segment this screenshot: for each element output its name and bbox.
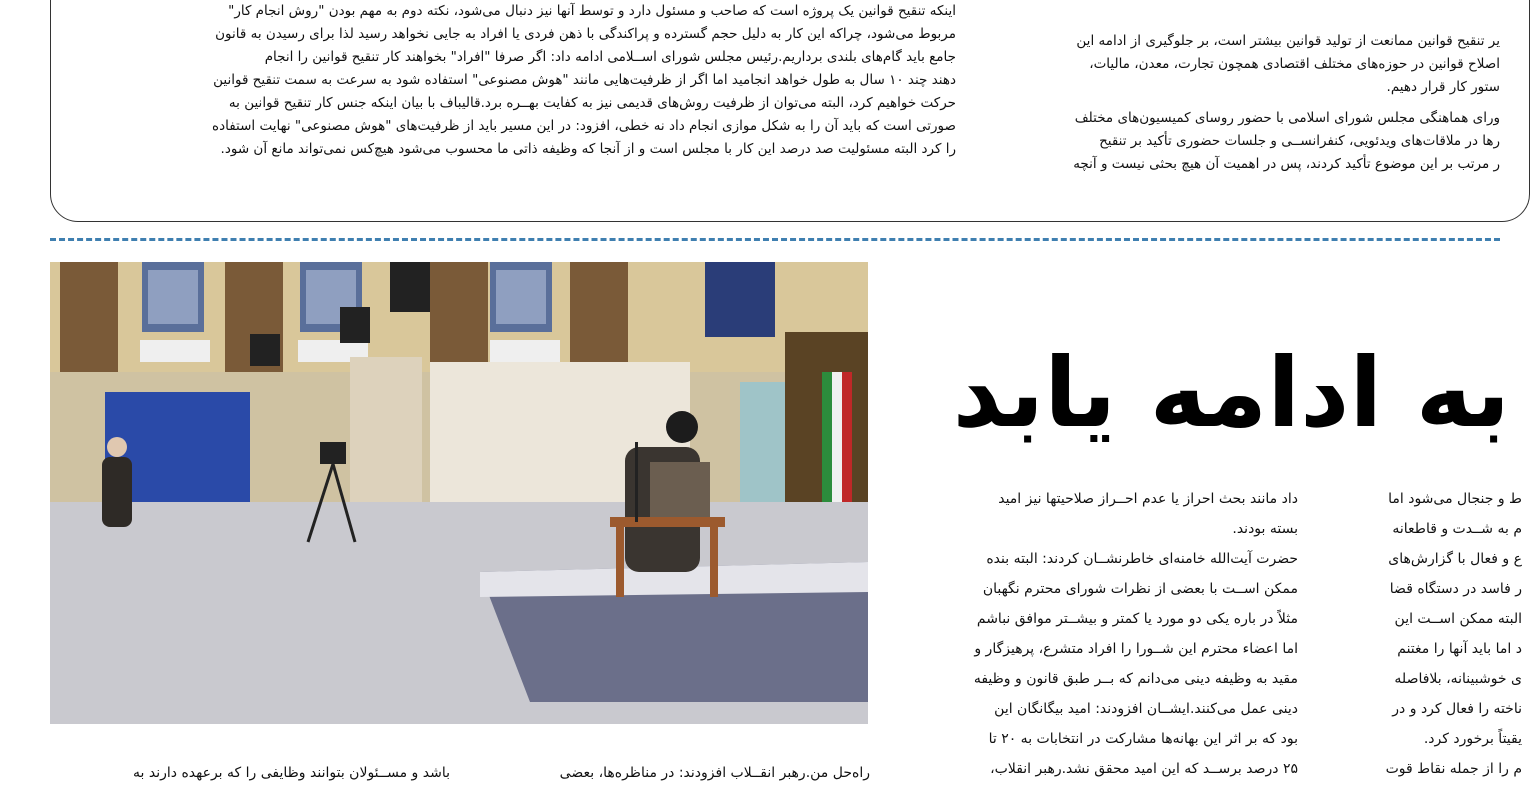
body-column-middle (906, 484, 1298, 784)
text-line: رها در ملاقات‌های ویدئویی، کنفرانســی و جلسات حضوری تأکید بر تنقیح (1099, 133, 1500, 149)
text-line: ر فاسد در دستگاه قضا (1389, 581, 1522, 597)
text-line: باشد و مســئولان بتوانند وظایفی را که برعهده دارند به (133, 765, 450, 781)
text-line: مقید به وظیفه دینی می‌دانم که بــر طبق قانون و وظیفه (973, 671, 1298, 687)
text-line: ورای هماهنگی مجلس شورای اسلامی با حضور روسای کمیسیون‌های مختلف (1074, 110, 1500, 126)
text-line: را کرد البته مسئولیت صد درصد این کار با مجلس است و از آنجا که وظیفه ذاتی ما محسوب می‌شود هیچ‌کس نمی‌تواند مانع آن شود. (220, 141, 956, 157)
text-line: دینی عمل می‌کنند.ایشــان افزودند: امید بیگانگان این (994, 701, 1298, 717)
news-photo (50, 262, 868, 724)
text-line: ممکن اســت با بعضی از نظرات شورای محترم نگهبان (982, 581, 1298, 597)
text-line: یقیتاً برخورد کرد. (1423, 731, 1522, 747)
text-line: ط و جنجال می‌شود اما (1388, 491, 1522, 507)
text-line: ستور کار قرار دهیم. (1386, 79, 1500, 95)
text-line: بسته بودند. (1232, 521, 1298, 537)
text-line: ۲۵ درصد برســد که این امید محقق نشد.رهبر انقلاب، (990, 761, 1298, 777)
body-column-bottom-left (50, 758, 450, 788)
text-line: ر مرتب بر این موضوع تأکید کردند، پس در اهمیت آن هیچ بحثی نیست و آنچه (1073, 156, 1500, 172)
text-line: د اما باید آنها را مغتنم (1397, 641, 1522, 657)
text-line: مثلاً در باره یکی دو مورد یا کمتر و بیشــتر موافق نباشم (976, 611, 1298, 627)
text-line: راه‌حل من.رهبر انقــلاب افزودند: در مناظره‌ها، بعضی (559, 765, 870, 781)
headline: به ادامه یابد (952, 337, 1510, 449)
text-line: م به شــدت و قاطعانه (1392, 521, 1522, 537)
text-line: اینکه تنقیح قوانین یک پروژه است که صاحب و مسئول دارد و توسط آنها نیز دنبال می‌شود، نکته دوم به مهم بودن "روش انجام کار" (228, 3, 956, 19)
text-line: حرکت خواهیم کرد، البته می‌توان از ظرفیت روش‌های قدیمی نیز به کفایت بهــره برد.قالیباف با بیان اینکه جنس کار تنقیح قوانین به (228, 95, 956, 111)
text-line: حضرت آیت‌الله خامنه‌ای خاطرنشــان کردند: البته بنده (986, 551, 1298, 567)
text-line: م را از جمله نقاط قوت (1385, 761, 1522, 777)
text-line: دهند چند ۱۰ سال به طول خواهد انجامید اما اگر از ظرفیت‌هایی مانند "هوش مصنوعی" استفاده شود به سرعت به سمت تنقیح قوانین (213, 72, 956, 88)
text-line: اصلاح قوانین در حوزه‌های مختلف اقتصادی همچون تجارت، معدن، مالیات، (1089, 56, 1500, 72)
top-article-right-column (982, 30, 1500, 176)
text-line: ع و فعال با گزارش‌های (1388, 551, 1522, 567)
text-line: داد مانند بحث احراز یا عدم احــراز صلاحیتها نیز امید (998, 491, 1298, 507)
text-line: یر تنقیح قوانین ممانعت از تولید قوانین بیشتر است، بر جلوگیری از ادامه این (1076, 33, 1500, 49)
text-line: بود که بر اثر این بهانه‌ها مشارکت در انتخابات به ۲۰ تا (988, 731, 1298, 747)
body-column-right (1332, 484, 1522, 784)
meeting-hall-photo (50, 262, 868, 724)
section-separator (50, 238, 1500, 241)
text-line: اما اعضاء محترم این شــورا را افراد متشرع، پرهیزگار و (974, 641, 1298, 657)
text-line: ناخته را فعال کرد و در (1392, 701, 1522, 717)
text-line: صورتی است که باید آن را به شکل موازی انجام داد نه خطی، افزود: در این مسیر باید از ظرفیت‌های "هوش مصنوعی" نهایت استفاده (212, 118, 956, 134)
text-line: جامع باید گام‌های بلندی برداریم.رئیس مجلس شورای اســلامی ادامه داد: اگر صرفا "افراد" بخواهند کار تنقیح قوانین را انجام (264, 49, 956, 65)
text-line: مربوط می‌شود، چراکه این کار به دلیل حجم گسترده و پراکندگی با ذهن فردی یا افراد به جایی نخواهد رسید لذا برای رسیدن به قانون (215, 26, 956, 42)
text-line: البته ممکن اســت این (1394, 611, 1522, 627)
top-article-left-column (80, 0, 956, 161)
body-column-bottom-middle (478, 758, 870, 788)
text-line: ی خوشبینانه، بلافاصله (1394, 671, 1522, 687)
